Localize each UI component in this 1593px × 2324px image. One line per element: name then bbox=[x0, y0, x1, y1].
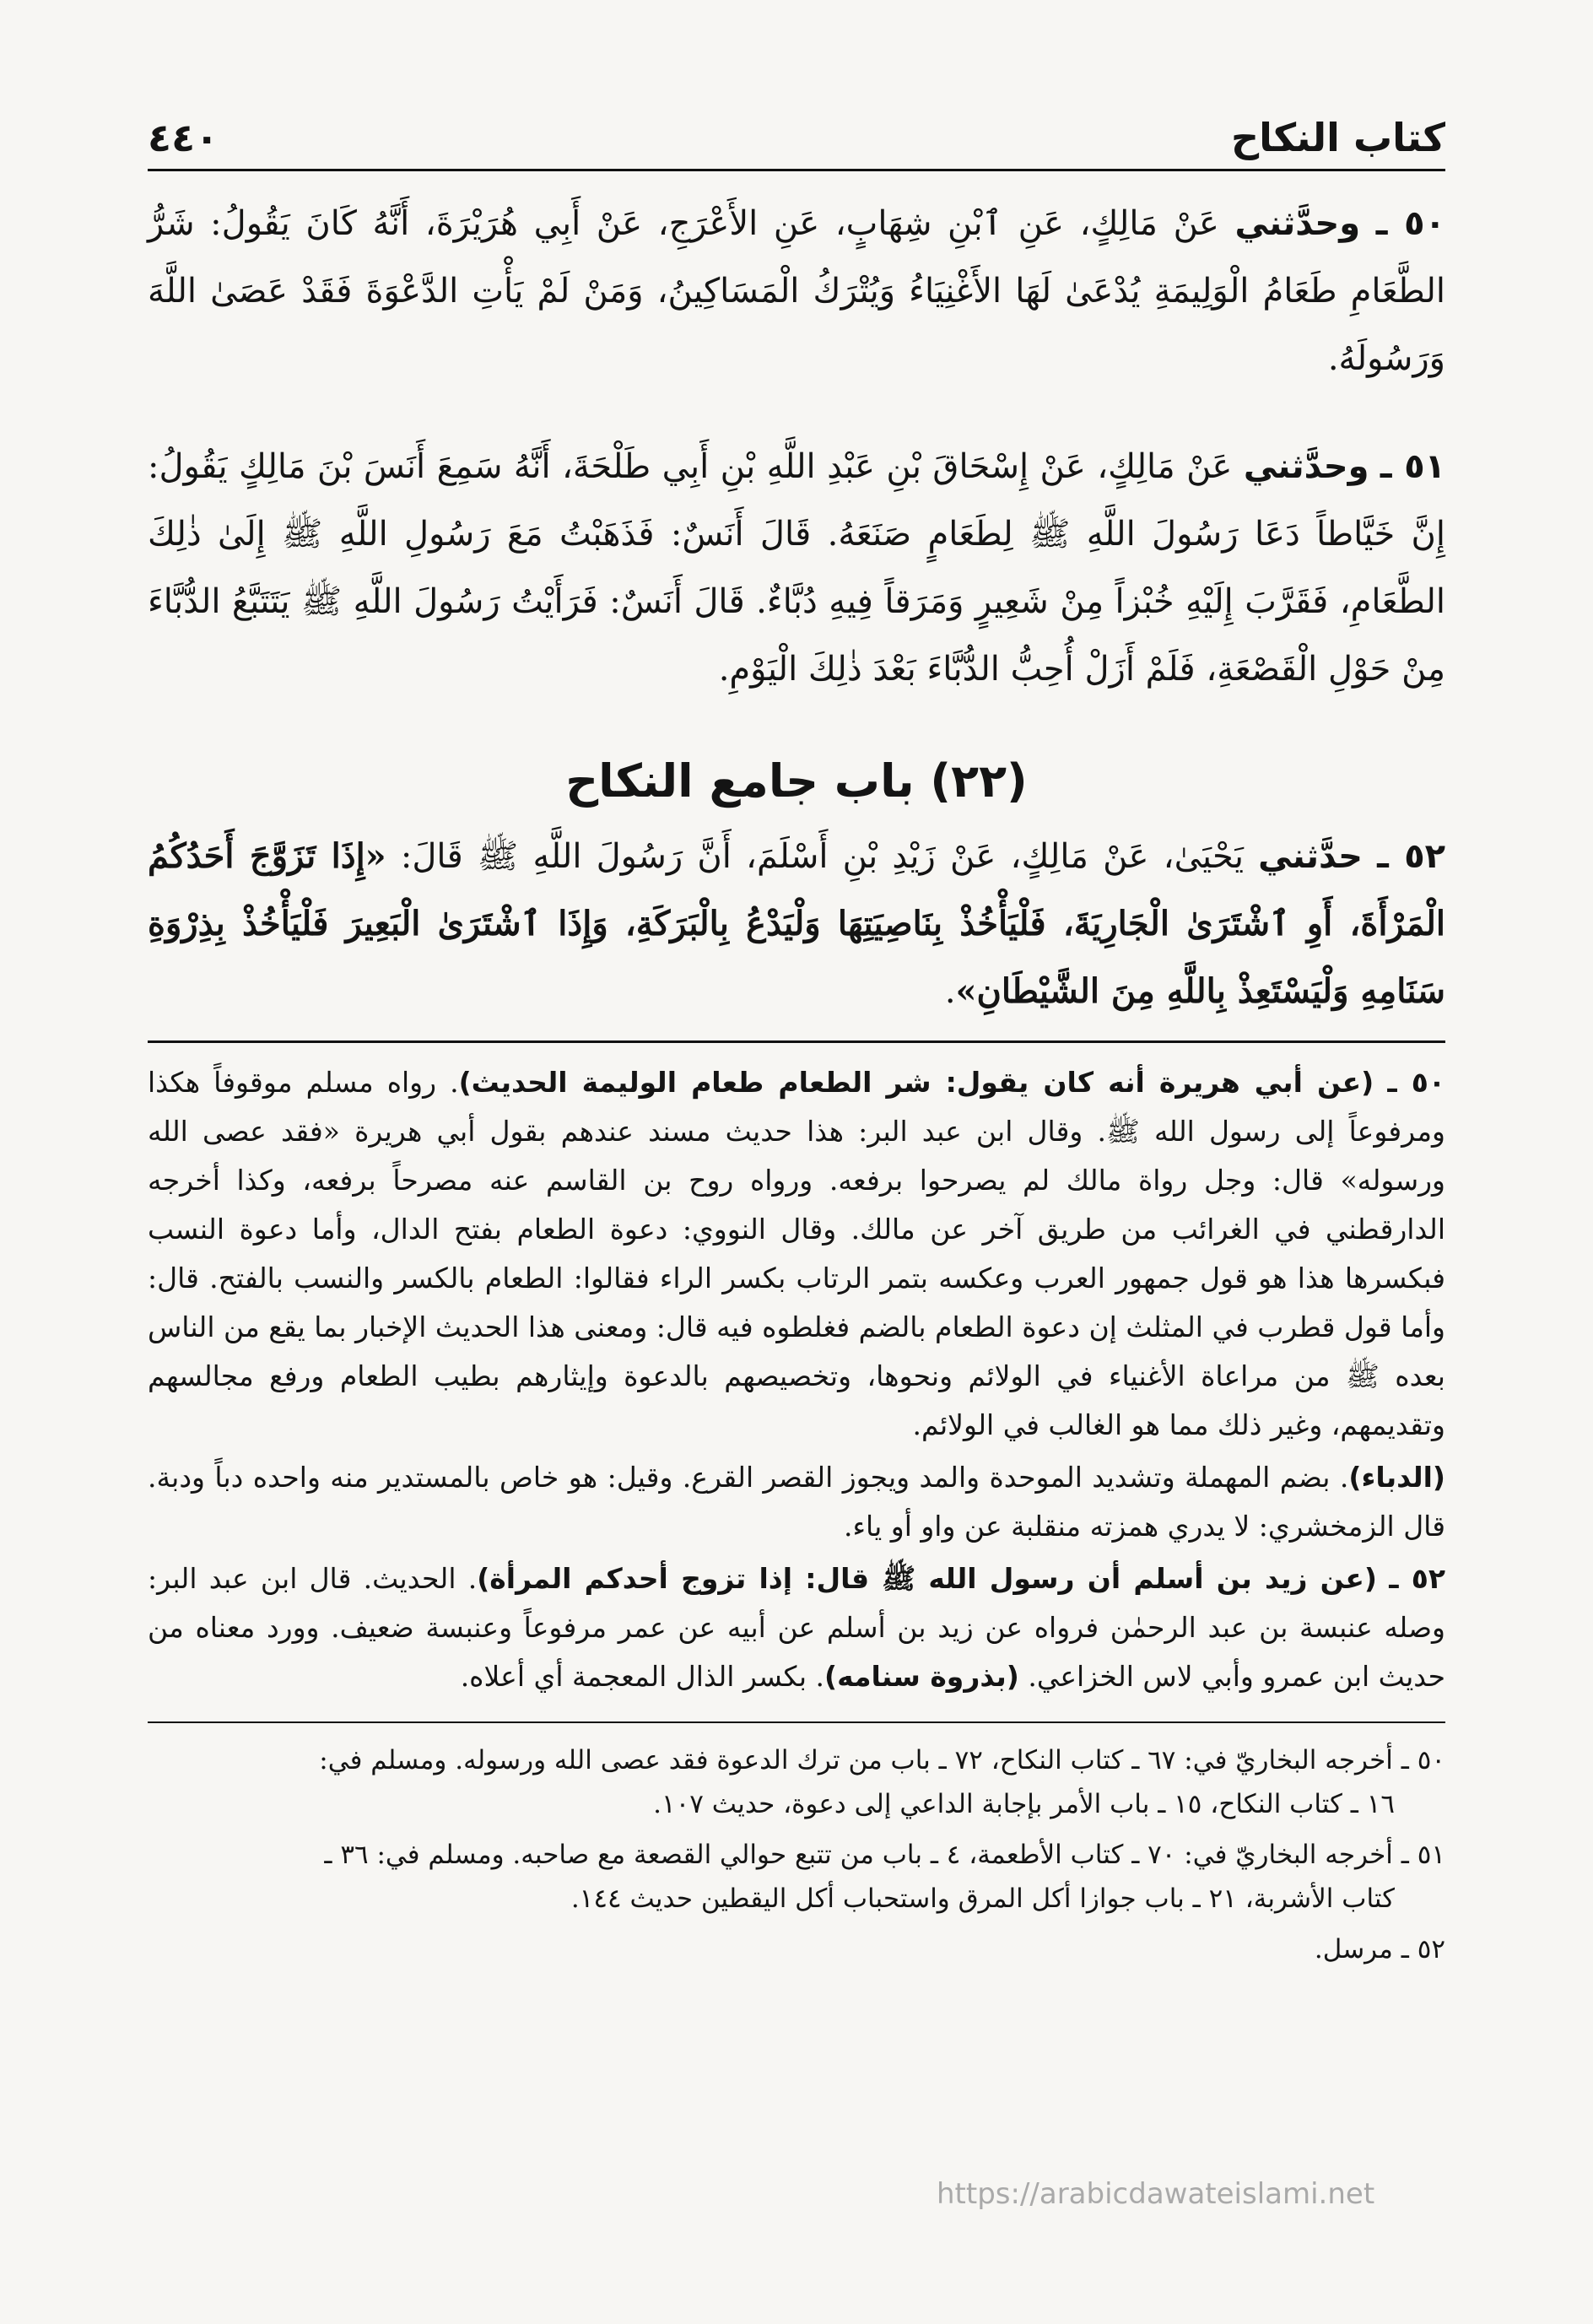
hadith-lead: وحدَّثني bbox=[1234, 204, 1361, 243]
commentary-50 bbox=[148, 1058, 1445, 1450]
commentary bbox=[148, 1058, 1445, 1701]
hadith-number: ٥١ ـ bbox=[1380, 447, 1446, 486]
references-divider bbox=[148, 1721, 1445, 1723]
hadith-50 bbox=[148, 190, 1445, 392]
reference-line: ٥٠ ـ أخرجه البخاريّ في: ٦٧ ـ كتاب النكاح، ٧٢ ـ باب من ترك الدعوة فقد عصى الله ورسوله. ومسلم في: bbox=[319, 1745, 1445, 1775]
hadith-text: عَنْ مَالِكٍ، عَنِ ٱبْنِ شِهَابٍ، عَنِ الأَعْرَجِ، عَنْ أَبِي هُرَيْرَةَ، أَنَّهُ كَانَ يَقُولُ: شَرُّ الطَّعَامِ طَعَامُ الْوَلِيمَةِ يُدْعَىٰ لَهَا الأَغْنِيَاءُ وَيُتْرَكُ الْمَسَاكِينُ، وَمَنْ لَمْ يَأْتِ الدَّعْوَةَ فَقَدْ عَصَىٰ اللَّهَ وَرَسُولَهُ. bbox=[148, 204, 1445, 378]
page-header bbox=[148, 101, 1445, 171]
commentary-key: (عن زيد بن أسلم أن رسول الله ﷺ قال: إذا تزوج أحدكم المرأة) bbox=[477, 1562, 1377, 1595]
commentary-52 bbox=[148, 1554, 1445, 1701]
hadith-52 bbox=[148, 823, 1445, 1025]
hadith-lead: حدَّثني bbox=[1258, 837, 1363, 876]
hadith-lead: وحدَّثني bbox=[1243, 447, 1369, 486]
hadith-number: ٥٠ ـ bbox=[1375, 204, 1445, 243]
hadith-quote: «إِذَا تَزَوَّجَ أَحَدُكُمُ الْمَرْأَةَ، أَوِ ٱشْتَرَىٰ الْجَارِيَةَ، فَلْيَأْخُذْ بِنَاصِيَتِهَا وَلْيَدْعُ بِالْبَرَكَةِ، وَإِذَا ٱشْتَرَىٰ الْبَعِيرَ فَلْيَأْخُذْ بِذِرْوَةِ سَنَامِهِ وَلْيَسْتَعِذْ بِاللَّهِ مِنَ الشَّيْطَانِ» bbox=[148, 836, 1445, 1011]
commentary-number: ٥٠ ـ bbox=[1387, 1066, 1445, 1099]
reference-50 bbox=[148, 1738, 1445, 1826]
page-number: ٤٤٠ bbox=[148, 115, 219, 160]
references bbox=[148, 1738, 1445, 1971]
reference-line: ٥٢ ـ مرسل. bbox=[1314, 1934, 1445, 1965]
hadith-number: ٥٢ ـ bbox=[1377, 837, 1446, 876]
reference-line: ٥١ ـ أخرجه البخاريّ في: ٧٠ ـ كتاب الأطعمة، ٤ ـ باب من تتبع حوالي القصعة مع صاحبه. ومسلم في: ٣٦ ـ bbox=[324, 1840, 1445, 1870]
hadith-text: عَنْ مَالِكٍ، عَنْ إِسْحَاقَ بْنِ عَبْدِ اللَّهِ بْنِ أَبِي طَلْحَةَ، أَنَّهُ سَمِعَ أَنَسَ بْنَ مَالِكٍ يَقُولُ: إِنَّ خَيَّاطاً دَعَا رَسُولَ اللَّهِ ﷺ لِطَعَامٍ صَنَعَهُ. قَالَ أَنَسٌ: فَذَهَبْتُ مَعَ رَسُولِ اللَّهِ ﷺ إِلَىٰ ذٰلِكَ الطَّعَامِ، فَقَرَّبَ إِلَيْهِ خُبْزاً مِنْ شَعِيرٍ وَمَرَقاً فِيهِ دُبَّاءٌ. قَالَ أَنَسٌ: فَرَأَيْتُ رَسُولَ اللَّهِ ﷺ يَتَتَبَّعُ الدُّبَّاءَ مِنْ حَوْلِ الْقَصْعَةِ، فَلَمْ أَزَلْ أُحِبُّ الدُّبَّاءَ بَعْدَ ذٰلِكَ الْيَوْمِ. bbox=[148, 447, 1445, 689]
hadith-text: يَحْيَىٰ، عَنْ مَالِكٍ، عَنْ زَيْدِ بْنِ أَسْلَمَ، أَنَّ رَسُولَ اللَّهِ ﷺ قَالَ: bbox=[400, 837, 1244, 876]
commentary-text: . رواه مسلم موقوفاً هكذا ومرفوعاً إلى رسول الله ﷺ. وقال ابن عبد البر: هذا حديث مسند عندهم بقول أبي هريرة «فقد عصى الله ورسوله» قال: وجل رواة مالك لم يصرحوا برفعه. ورواه روح بن القاسم عنه مصرحاً برفعه، وكذا أخرجه الدارقطني في الغرائب من طريق آخر عن مالك. وقال النووي: دعوة الطعام بفتح الدال، وأما دعوة النسب فبكسرها هذا هو قول جمهور العرب وعكسه بتمر الرتاب بكسر الراء فقالوا: الطعام بالكسر والنسب بالفتح. قال: وأما قول قطرب في المثلث إن دعوة الطعام بالضم فغلطوه فيه قال: ومعنى هذا الحديث الإخبار بما يقع من الناس بعده ﷺ من مراعاة الأغنياء في الولائم ونحوها، وتخصيصهم بالدعوة وإيثارهم بطيب الطعام ورفع مجالسهم وتقديمهم، وغير ذلك مما هو الغالب في الولائم. bbox=[148, 1066, 1445, 1441]
hadith-end: . bbox=[944, 972, 956, 1011]
commentary-key: (بذروة سنامه) bbox=[824, 1660, 1019, 1693]
commentary-divider bbox=[148, 1040, 1445, 1043]
hadith-51 bbox=[148, 433, 1445, 703]
commentary-key: (عن أبي هريرة أنه كان يقول: شر الطعام طعام الوليمة الحديث) bbox=[458, 1066, 1374, 1099]
watermark-url: https://arabicdawateislami.net bbox=[937, 2177, 1375, 2211]
reference-51 bbox=[148, 1833, 1445, 1921]
running-title: كتاب النكاح bbox=[1230, 115, 1445, 160]
reference-52 bbox=[148, 1927, 1445, 1971]
commentary-key: (الدباء) bbox=[1348, 1461, 1445, 1494]
commentary-number: ٥٢ ـ bbox=[1389, 1562, 1445, 1595]
reference-line: ١٦ ـ كتاب النكاح، ١٥ ـ باب الأمر بإجابة الداعي إلى دعوة، حديث ١٠٧. bbox=[653, 1789, 1395, 1819]
reference-line: كتاب الأشربة، ٢١ ـ باب جوازا أكل المرق واستحباب أكل اليقطين حديث ١٤٤. bbox=[570, 1884, 1395, 1914]
chapter-title: (٢٢) باب جامع النكاح bbox=[565, 754, 1028, 808]
commentary-text: . الحديث. قال ابن عبد البر: وصله عنبسة بن عبد الرحمٰن فرواه عن زيد بن أسلم عن أبيه عن عمر مرفوعاً وعنبسة ضعيف. وورد معناه من حديث ابن عمرو وأبي لاس الخزاعي. bbox=[148, 1562, 1445, 1693]
commentary-text: . بكسر الذال المعجمة أي أعلاه. bbox=[460, 1660, 824, 1693]
commentary-text: . بضم المهملة وتشديد الموحدة والمد ويجوز القصر القرع. وقيل: هو خاص بالمستدير منه واحده دباً ودبة. قال الزمخشري: لا يدري همزته منقلبة عن واو أو ياء. bbox=[148, 1461, 1445, 1543]
commentary-dubba bbox=[148, 1453, 1445, 1551]
